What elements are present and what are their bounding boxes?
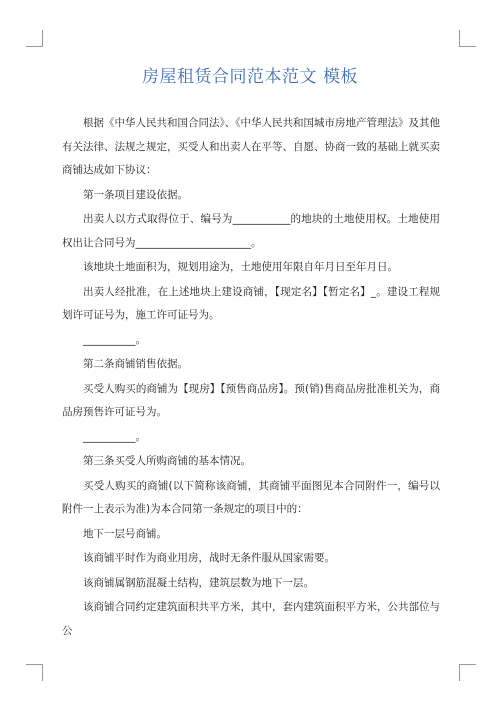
document-body — [62, 112, 440, 644]
paragraph-preamble: 根据《中华人民共和国合同法》、《中华人民共和国城市房地产管理法》及其他有关法律、法规之规定，买受人和出卖人在平等、自愿、协商一致的基础上就买卖商铺达成如下协议： — [62, 117, 440, 176]
paragraph-land-use-right: 出卖人以方式取得位于、编号为___________的地块的土地使用权。土地使用权出让合同号为______________________。 — [62, 213, 440, 249]
paragraph-shop-description: 买受人购买的商铺(以下简称该商铺，其商铺平面图见本合同附件一，编号以附件一上表示为准)为本合同第一条规定的项目中的： — [62, 479, 440, 515]
crop-mark-bottom-left — [26, 664, 43, 681]
paragraph-commercial-use: 该商铺平时作为商业用房，战时无条件服从国家需要。 — [83, 552, 335, 564]
paragraph-article-2-heading: 第二条商铺销售依据。 — [83, 358, 188, 370]
paragraph-land-area: 该地块土地面积为，规划用途为，土地使用年限自年月日至年月日。 — [83, 261, 398, 273]
paragraph-sale-basis: 买受人购买的商铺为【现房】【预售商品房】。预(销)售商品房批准机关为，商品房预售许可证号为。 — [62, 382, 440, 418]
paragraph-structure: 该商铺属钢筋混凝土结构，建筑层数为地下一层。 — [83, 576, 314, 589]
crop-mark-bottom-right — [459, 664, 476, 681]
paragraph-article-1-heading: 第一条项目建设依据。 — [83, 188, 188, 201]
paragraph-blank-2: __________。 — [83, 430, 146, 443]
paragraph-floor-area: 该商铺合同约定建筑面积共平方米，其中，套内建筑面积平方米，公共部位与公 — [62, 601, 440, 637]
document-title: 房屋租赁合同范本范文 模板 — [142, 67, 358, 87]
paragraph-basement-shop: 地下一层号商铺。 — [83, 527, 167, 540]
paragraph-blank-1: __________。 — [83, 333, 146, 346]
paragraph-construction-approval: 出卖人经批准，在上述地块上建设商铺，【现定名】【暂定名】_。建设工程规划许可证号为，施工许可证号为。 — [62, 285, 440, 321]
crop-mark-top-right — [459, 30, 476, 47]
crop-mark-top-left — [26, 30, 43, 47]
paragraph-article-3-heading: 第三条买受人所购商铺的基本情况。 — [83, 455, 251, 467]
